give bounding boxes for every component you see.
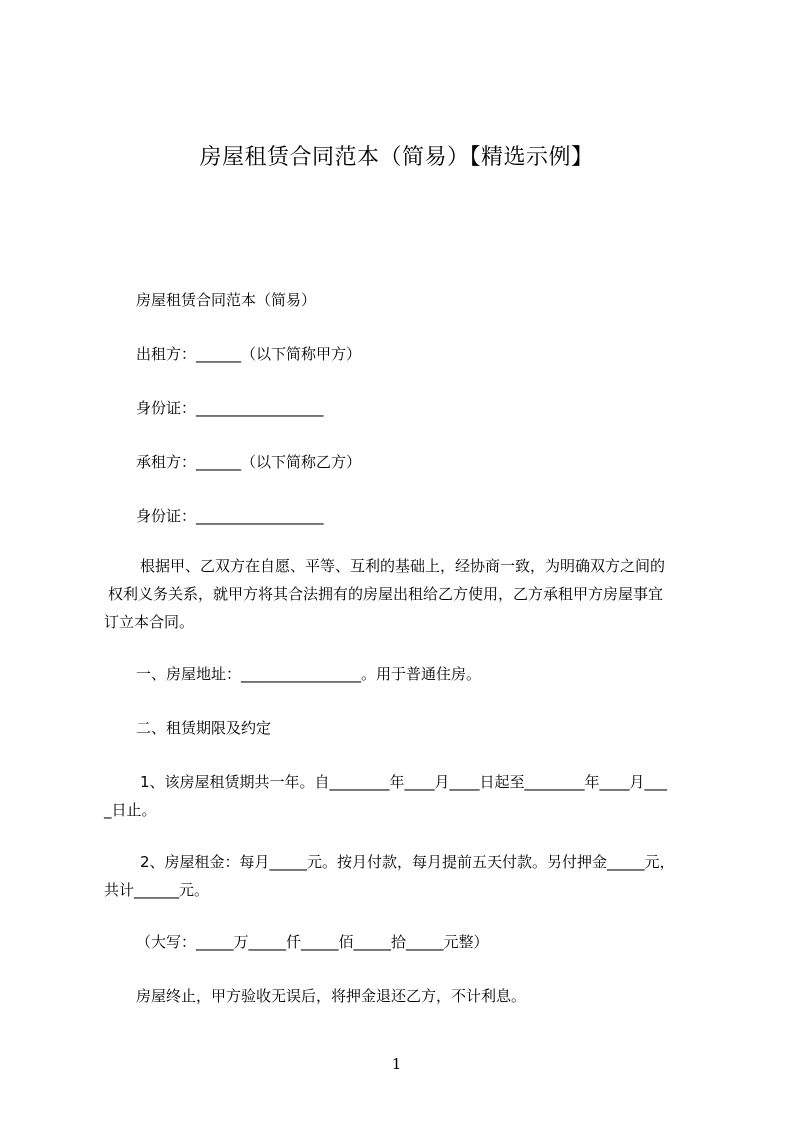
- deposit-return-line: 房屋终止，甲方验收无误后，将押金退还乙方，不计利息。: [136, 987, 527, 1005]
- page-number: 1: [391, 1055, 402, 1073]
- intro-paragraph: [104, 552, 704, 636]
- intro-line-1: 根据甲、乙双方在自愿、平等、互利的基础上，经协商一致，为明确双方之间的: [140, 557, 666, 575]
- term-paragraph: [104, 768, 704, 824]
- clause-term-heading: 二、租赁期限及约定: [136, 719, 272, 737]
- lessee-id-line: 身份证：_________________: [136, 507, 324, 525]
- lessee-line: 承租方：______（以下简称乙方）: [136, 453, 362, 471]
- term-line-2: _日止。: [104, 801, 157, 819]
- term-line-1: 1、该房屋租赁期共一年。自________年____月____日起至________年____月___: [140, 773, 668, 791]
- intro-line-3: 订立本合同。: [104, 613, 195, 631]
- rent-paragraph: [104, 848, 704, 904]
- clause-address-line: 一、房屋地址：________________。用于普通住房。: [136, 665, 482, 683]
- lessor-line: 出租方：______（以下简称甲方）: [136, 345, 362, 363]
- lessor-id-line: 身份证：_________________: [136, 399, 324, 417]
- rent-line-1: 2、房屋租金：每月_____元。按月付款，每月提前五天付款。另付押金_____元，: [140, 853, 675, 871]
- intro-line-2: 权利义务关系，就甲方将其合法拥有的房屋出租给乙方使用，乙方承租甲方房屋事宜: [108, 585, 664, 603]
- rent-line-2: 共计______元。: [104, 881, 210, 899]
- subtitle-line: 房屋租赁合同范本（简易）: [136, 291, 317, 309]
- capital-amount-line: （大写：_____万_____仟_____佰_____拾_____元整）: [136, 933, 489, 951]
- document-title: 房屋租赁合同范本（简易）【精选示例】: [199, 145, 594, 170]
